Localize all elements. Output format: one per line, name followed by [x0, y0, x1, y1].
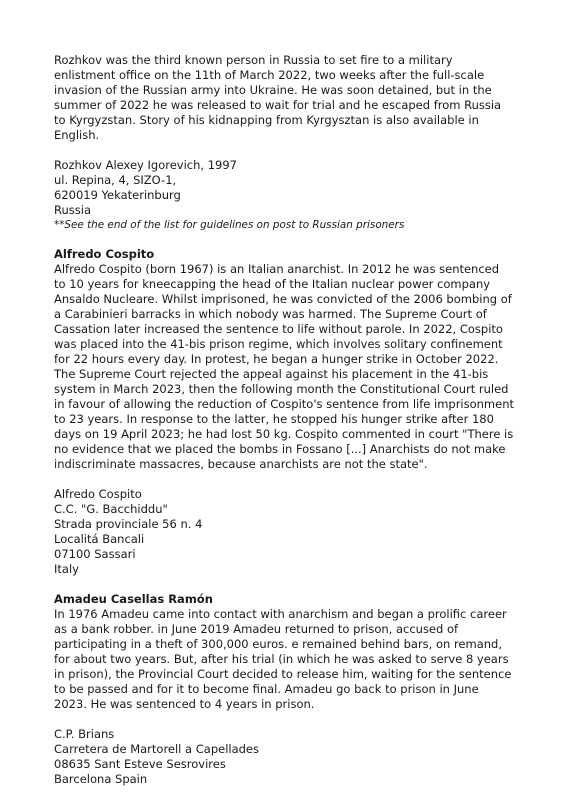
address-line: Alfredo Cospito	[54, 487, 142, 501]
address-line: 08635 Sant Esteve Sesrovires	[54, 757, 226, 771]
address-line: Strada provinciale 56 n. 4	[54, 517, 203, 531]
address-line: Localitá Bancali	[54, 532, 145, 546]
address-line: Russia	[54, 203, 91, 217]
address-line: Barcelona Spain	[54, 772, 148, 786]
address-line: 620019 Yekaterinburg	[54, 188, 181, 202]
russian-post-guidelines-note: **See the end of the list for guidelines on post to Russian prisoners	[54, 219, 405, 231]
address-line: Rozhkov Alexey Igorevich, 1997	[54, 158, 237, 172]
address-line: 07100 Sassari	[54, 547, 136, 561]
rozhkov-address	[54, 158, 514, 218]
cospito-address	[54, 487, 514, 577]
casellas-address	[54, 727, 514, 787]
prisoner-name-heading: Amadeu Casellas Ramón	[54, 592, 213, 606]
address-line: ul. Repina, 4, SIZO-1,	[54, 173, 177, 187]
prisoner-entry-casellas	[54, 592, 514, 787]
casellas-bio: In 1976 Amadeu came into contact with anarchism and began a prolific career as a bank robber. in June 2019 Amadeu returned to prison, accused of participating in a theft of 300,000 euros. e remained behind bars, on remand, for about two years. But, after his trial (in which he was asked to serve 8 years in prison), the Provincial Court decided to release him, waiting for the sentence to be passed and for it to become final. Amadeu go back to prison in June 2023. He was sentenced to 4 years in prison.	[54, 607, 512, 711]
prisoner-entry-rozhkov	[54, 53, 514, 233]
address-line: Carretera de Martorell a Capellades	[54, 742, 259, 756]
address-line: C.P. Brians	[54, 727, 115, 741]
address-line: Italy	[54, 562, 79, 576]
address-line: C.C. "G. Bacchiddu"	[54, 502, 168, 516]
document-page	[54, 53, 514, 787]
cospito-bio: Alfredo Cospito (born 1967) is an Italian anarchist. In 2012 he was sentenced to 10 years for kneecapping the head of the Italian nuclear power company Ansaldo Nucleare. Whilst imprisoned, he was convicted of the 2006 bombing of a Carabinieri barracks in which nobody was harmed. The Supreme Court of Cassation later increased the sentence to life without parole. In 2022, Cospito was placed into the 41-bis prison regime, which involves solitary confinement for 22 hours every day. In protest, he began a hunger strike in October 2022. The Supreme Court rejected the appeal against his placement in the 41-bis system in March 2023, then the following month the Constitutional Court ruled in favour of allowing the reduction of Cospito's sentence from life imprisonment to 23 years. In response to the latter, he stopped his hunger strike after 180 days on 19 April 2023; he had lost 50 kg. Cospito commented in court "There is no evidence that we placed the bombs in Fossano [...] Anarchists do not make indiscriminate massacres, because anarchists are not the state".	[54, 262, 515, 471]
prisoner-name-heading: Alfredo Cospito	[54, 247, 155, 261]
prisoner-entry-cospito	[54, 247, 514, 577]
rozhkov-bio: Rozhkov was the third known person in Russia to set fire to a military enlistment office on the 11th of March 2022, two weeks after the full-scale invasion of the Russian army into Ukraine. He was soon detained, but in the summer of 2022 he was released to wait for trial and he escaped from Russia to Kyrgyzstan. Story of his kidnapping from Kyrgysztan is also available in English.	[54, 53, 502, 142]
